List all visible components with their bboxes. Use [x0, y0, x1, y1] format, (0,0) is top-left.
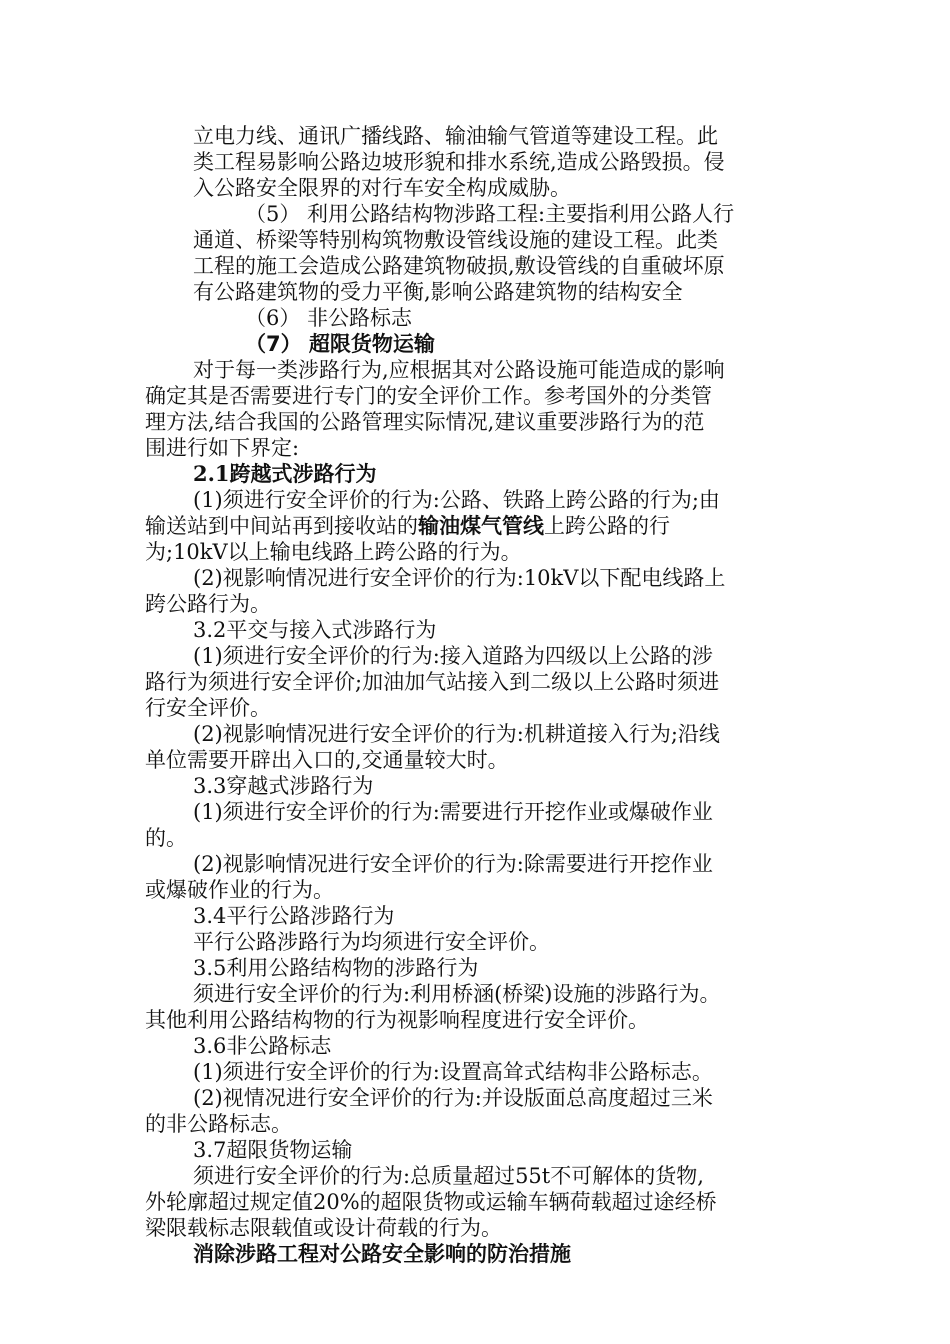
paragraph-line: (1)须进行安全评价的行为:公路、铁路上跨公路的行为;由 [193, 488, 720, 512]
paragraph-line: 立电力线、通讯广播线路、输油输气管道等建设工程。此 [193, 124, 718, 148]
bold-term: 输油煤气管线 [418, 514, 544, 538]
section-heading: 3.7超限货物运输 [193, 1138, 353, 1162]
section-heading: 消除涉路工程对公路安全影响的防治措施 [193, 1242, 571, 1266]
section-heading: 3.5利用公路结构物的涉路行为 [193, 956, 479, 980]
paragraph-line: （5） 利用公路结构物涉路工程:主要指利用公路人行 [245, 202, 735, 226]
paragraph-line: (1)须进行安全评价的行为:需要进行开挖作业或爆破作业 [193, 800, 713, 824]
line-text: 输送站到中间站再到接收站的 [145, 514, 418, 538]
paragraph-line: 为;10kV以上输电线路上跨公路的行为。 [145, 540, 522, 564]
section-heading: 3.2平交与接入式涉路行为 [193, 618, 437, 642]
paragraph-line: 平行公路涉路行为均须进行安全评价。 [193, 930, 550, 954]
paragraph-line: 对于每一类涉路行为,应根据其对公路设施可能造成的影响 [193, 358, 725, 382]
paragraph-line: 跨公路行为。 [145, 592, 271, 616]
paragraph-line: 类工程易影响公路边坡形貌和排水系统,造成公路毁损。侵 [193, 150, 725, 174]
paragraph-line: 其他利用公路结构物的行为视影响程度进行安全评价。 [145, 1008, 649, 1032]
paragraph-line: 的。 [145, 826, 187, 850]
paragraph-line [145, 514, 670, 538]
list-item: （6） 非公路标志 [245, 306, 413, 330]
paragraph-line: 单位需要开辟出入口的,交通量较大时。 [145, 748, 509, 772]
paragraph-line: 工程的施工会造成公路建筑物破损,敷设管线的自重破坏原 [193, 254, 725, 278]
paragraph-line: 路行为须进行安全评价;加油加气站接入到二级以上公路时须进 [145, 670, 720, 694]
paragraph-line: 确定其是否需要进行专门的安全评价工作。参考国外的分类管 [145, 384, 712, 408]
line-text: 上跨公路的行 [544, 514, 670, 538]
paragraph-line: 有公路建筑物的受力平衡,影响公路建筑物的结构安全 [193, 280, 683, 304]
section-heading: 3.6非公路标志 [193, 1034, 332, 1058]
paragraph-line: 或爆破作业的行为。 [145, 878, 334, 902]
paragraph-line: 须进行安全评价的行为:总质量超过55t不可解体的货物, [193, 1164, 704, 1188]
paragraph-line: 入公路安全限界的对行车安全构成威胁。 [193, 176, 571, 200]
paragraph-line: 围进行如下界定: [145, 436, 300, 460]
list-item-heading: （7） 超限货物运输 [245, 332, 435, 356]
paragraph-line: 行安全评价。 [145, 696, 271, 720]
paragraph-line: 梁限载标志限载值或设计荷载的行为。 [145, 1216, 502, 1240]
paragraph-line: 的非公路标志。 [145, 1112, 292, 1136]
paragraph-line: (2)视情况进行安全评价的行为:并设版面总高度超过三米 [193, 1086, 713, 1110]
paragraph-line: (2)视影响情况进行安全评价的行为:10kV以下配电线路上 [193, 566, 726, 590]
paragraph-line: (1)须进行安全评价的行为:接入道路为四级以上公路的涉 [193, 644, 713, 668]
paragraph-line: (2)视影响情况进行安全评价的行为:除需要进行开挖作业 [193, 852, 713, 876]
paragraph-line: 通道、桥梁等特别构筑物敷设管线设施的建设工程。此类 [193, 228, 718, 252]
paragraph-line: (2)视影响情况进行安全评价的行为:机耕道接入行为;沿线 [193, 722, 720, 746]
section-heading: 2.1跨越式涉路行为 [193, 461, 377, 486]
paragraph-line: 外轮廓超过规定值20%的超限货物或运输车辆荷载超过途经桥 [145, 1190, 717, 1214]
section-heading: 3.4平行公路涉路行为 [193, 904, 395, 928]
paragraph-line: (1)须进行安全评价的行为:设置高耸式结构非公路标志。 [193, 1060, 713, 1084]
section-heading: 3.3穿越式涉路行为 [193, 774, 374, 798]
paragraph-line: 须进行安全评价的行为:利用桥涵(桥梁)设施的涉路行为。 [193, 982, 721, 1006]
paragraph-line: 理方法,结合我国的公路管理实际情况,建议重要涉路行为的范 [145, 410, 705, 434]
